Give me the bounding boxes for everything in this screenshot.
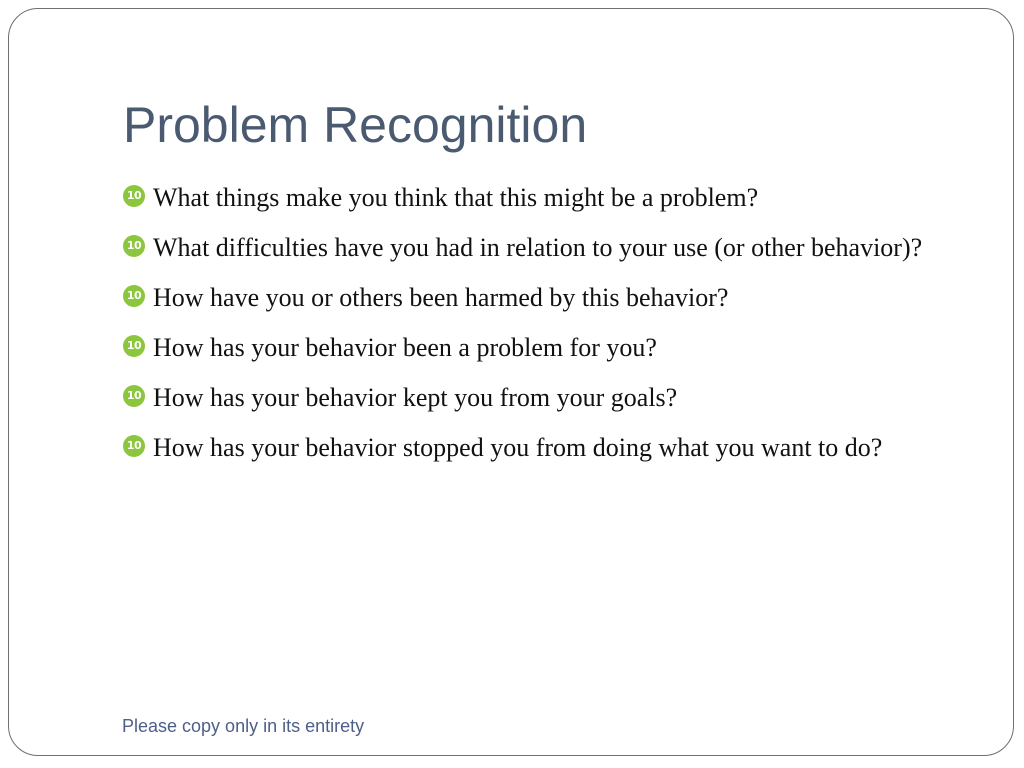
footer-note: Please copy only in its entirety xyxy=(122,716,365,736)
bullet-text: What things make you think that this might be a problem? xyxy=(153,183,759,212)
list-item xyxy=(123,327,983,368)
slide-title: Problem Recognition xyxy=(123,97,588,153)
list-item xyxy=(123,427,983,468)
list-item xyxy=(123,227,983,268)
bullet-list xyxy=(123,177,983,477)
numbered-ten-bullet-icon: 10 xyxy=(123,185,145,207)
numbered-ten-bullet-icon: 10 xyxy=(123,235,145,257)
bullet-text: How has your behavior stopped you from doing what you want to do? xyxy=(153,433,883,462)
list-item xyxy=(123,177,983,218)
bullet-text: What difficulties have you had in relation to your use (or other behavior)? xyxy=(153,233,923,262)
numbered-ten-bullet-icon: 10 xyxy=(123,385,145,407)
bullet-text: How have you or others been harmed by this behavior? xyxy=(153,283,729,312)
bullet-text: How has your behavior kept you from your goals? xyxy=(153,383,678,412)
list-item xyxy=(123,377,983,418)
numbered-ten-bullet-icon: 10 xyxy=(123,435,145,457)
numbered-ten-bullet-icon: 10 xyxy=(123,335,145,357)
bullet-text: How has your behavior been a problem for you? xyxy=(153,333,657,362)
numbered-ten-bullet-icon: 10 xyxy=(123,285,145,307)
list-item xyxy=(123,277,983,318)
slide-frame xyxy=(8,8,1014,756)
